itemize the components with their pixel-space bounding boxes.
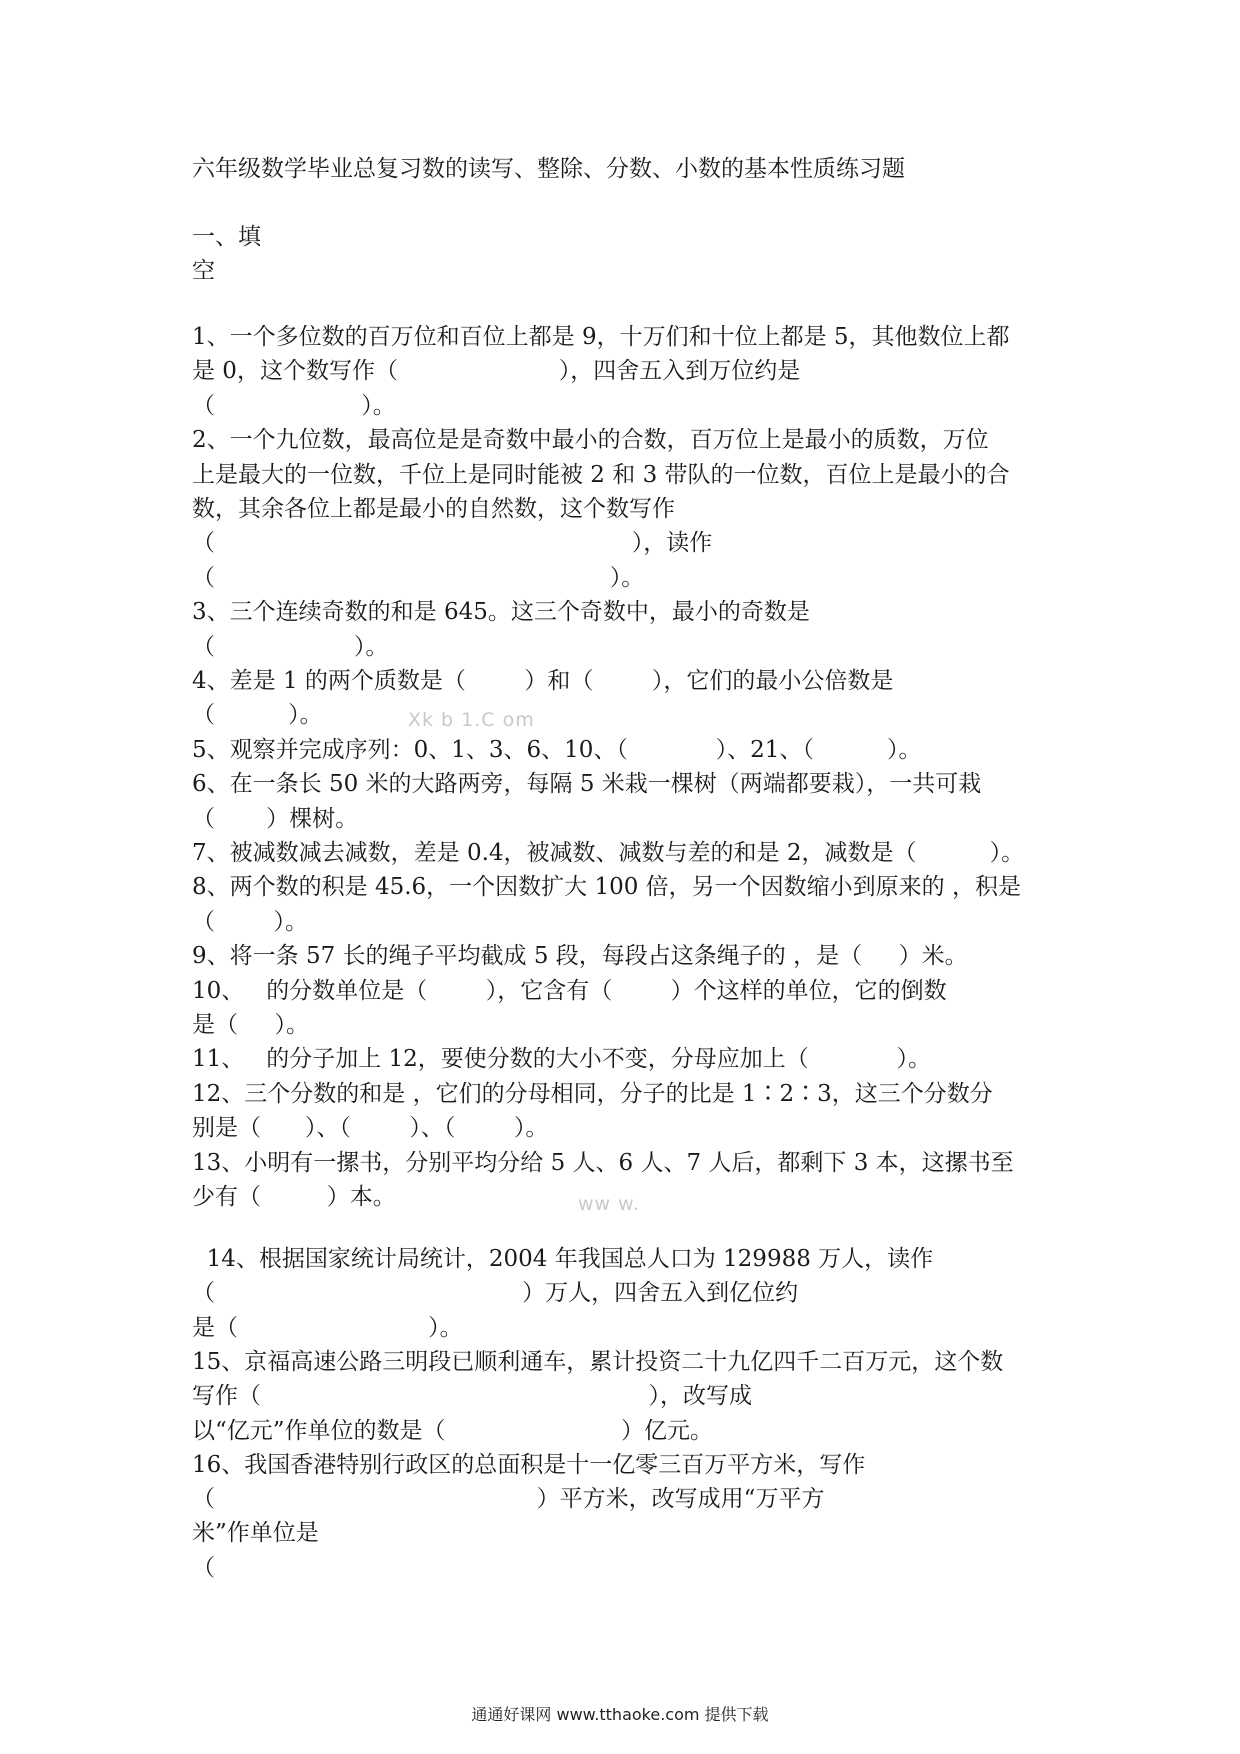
question-line: 6、在一条长 50 米的大路两旁，每隔 5 米栽一棵树（两端都要栽），一共可栽	[192, 771, 982, 798]
question-line: 2、一个九位数，最高位是是奇数中最小的合数，百万位上是最小的质数，万位	[192, 427, 989, 454]
question-line: 11、 的分子加上 12，要使分数的大小不变，分母应加上（ ）。	[192, 1046, 932, 1073]
question-line: 1、一个多位数的百万位和百位上都是 9，十万们和十位上都是 5，其他数位上都	[192, 324, 1010, 350]
question-line: （ ）。	[192, 702, 323, 729]
question-line: 是 0，这个数写作（ ），四舍五入到万位约是	[192, 358, 801, 385]
question-line: 14、根据国家统计局统计，2004 年我国总人口为 129988 万人，读作	[192, 1246, 934, 1272]
question-line: 是（ ）。	[192, 1314, 463, 1341]
question-line: （ ）棵树。	[192, 805, 359, 832]
page-title: 六年级数学毕业总复习数的读写、整除、分数、小数的基本性质练习题	[192, 156, 905, 182]
question-line: （ ）万人，四舍五入到亿位约	[192, 1280, 799, 1307]
watermark-text: ww w.	[578, 1193, 640, 1215]
question-line: （ ）。	[192, 908, 308, 935]
question-line: （ ）。	[192, 392, 396, 419]
question-line: 12、三个分数的和是 ，它们的分母相同，分子的比是 1∶2∶3，这三个分数分	[192, 1080, 993, 1107]
question-line: （ ）平方米，改写成用“万平方	[192, 1486, 825, 1513]
question-line: 是（ ）。	[192, 1012, 310, 1038]
question-line: 4、差是 1 的两个质数是（ ）和（ ），它们的最小公倍数是	[192, 668, 894, 694]
page-footer: 通通好课网 www.tthaoke.com 提供下载	[471, 1705, 769, 1724]
question-line: 3、三个连续奇数的和是 645。这三个奇数中，最小的奇数是	[192, 599, 810, 626]
question-line: 5、观察并完成序列：0、1、3、6、10、（ ）、21、（ ）。	[192, 736, 922, 763]
section-heading: 一、填	[192, 224, 261, 250]
question-line: 以“亿元”作单位的数是（ ）亿元。	[192, 1417, 713, 1444]
question-line: 15、京福高速公路三明段已顺利通车，累计投资二十九亿四千二百万元，这个数	[192, 1348, 1004, 1375]
question-line: 别是（ ）、（ ）、（ ）。	[192, 1115, 549, 1142]
question-line: 上是最大的一位数，千位上是同时能被 2 和 3 带队的一位数，百位上是最小的合	[192, 461, 1010, 488]
question-line: 16、我国香港特别行政区的总面积是十一亿零三百万平方米，写作	[192, 1451, 866, 1478]
question-line: 米”作单位是	[192, 1520, 319, 1547]
section-heading-cont: 空	[192, 258, 215, 284]
watermark-text: Xk b 1.C om	[408, 709, 535, 731]
question-line: 13、小明有一摞书，分别平均分给 5 人、6 人、7 人后，都剩下 3 本，这摞书至	[192, 1149, 1014, 1176]
question-line: （ ）。	[192, 564, 645, 591]
question-line: 8、两个数的积是 45.6，一个因数扩大 100 倍，另一个因数缩小到原来的 ，积是	[192, 874, 1021, 901]
question-line: 7、被减数减去减数，差是 0.4，被减数、减数与差的和是 2，减数是（ ）。	[192, 840, 1025, 866]
question-line: （ ）。	[192, 633, 389, 660]
question-line: （	[192, 1554, 215, 1581]
question-line: 写作（ ），改写成	[192, 1383, 752, 1410]
question-line: 10、 的分数单位是（ ），它含有（ ）个这样的单位，它的倒数	[192, 977, 947, 1004]
question-line: 数，其余各位上都是最小的自然数，这个数写作	[192, 496, 675, 522]
question-line: 9、将一条 57 长的绳子平均截成 5 段，每段占这条绳子的 ，是（ ）米。	[192, 943, 968, 970]
question-line: （ ），读作	[192, 530, 713, 557]
question-line: 少有（ ）本。	[192, 1184, 396, 1210]
